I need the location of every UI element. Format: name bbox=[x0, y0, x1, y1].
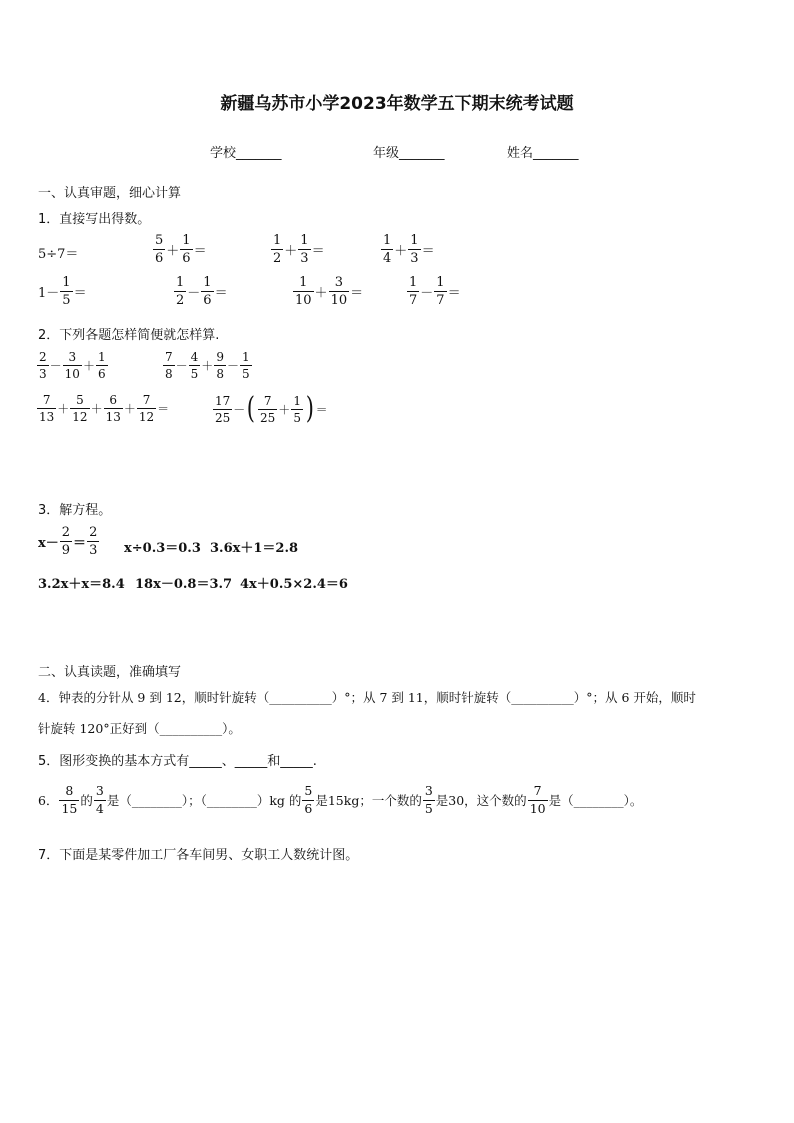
q1-r2-b: $\frac{1}{2}$ － $\frac{1}{6}$ ＝ bbox=[176, 275, 228, 308]
expr-text: 5÷7＝ bbox=[38, 247, 79, 262]
fraction: $\frac{5}{6}$ bbox=[304, 783, 313, 816]
fraction: $\frac{7}{10}$ bbox=[529, 783, 546, 816]
fraction: $\frac{3}{10}$ bbox=[330, 275, 348, 308]
fraction: $\frac{9}{8}$ bbox=[216, 350, 224, 381]
left-paren: ( bbox=[247, 391, 256, 426]
q1-r1-d: $\frac{1}{4}$ ＋ $\frac{1}{3}$ ＝ bbox=[383, 233, 435, 266]
fraction: $\frac{1}{5}$ bbox=[62, 275, 71, 308]
fraction: $\frac{1}{2}$ bbox=[176, 275, 185, 308]
fraction: $\frac{1}{5}$ bbox=[241, 350, 250, 381]
q5: 5．图形变换的基本方式有_____、_____和_____. bbox=[38, 754, 317, 769]
fraction: $\frac{1}{6}$ bbox=[203, 275, 212, 308]
fraction: $\frac{1}{3}$ bbox=[410, 233, 419, 266]
q1-r2-a: 1－ $\frac{1}{5}$ ＝ bbox=[38, 275, 87, 308]
q7: 7．下面是某零件加工厂各车间男、女职工人数统计图。 bbox=[38, 848, 359, 863]
q2-label: 2．下列各题怎样简便就怎样算. bbox=[38, 328, 220, 343]
fraction: $\frac{17}{25}$ bbox=[215, 393, 231, 425]
school-field: 学校_______ bbox=[210, 146, 282, 161]
q2-expr2: $\frac{7}{8}$ － $\frac{4}{5}$ ＋ $\frac{9}{8}$ － $\frac{1}{5}$ bbox=[165, 350, 250, 381]
q3-eq5: 18x－0.8＝3.7 bbox=[135, 577, 233, 592]
fraction: $\frac{1}{7}$ bbox=[409, 275, 418, 308]
fraction: $\frac{6}{13}$ bbox=[105, 393, 121, 424]
section2-heading: 二、认真读题，准确填写 bbox=[38, 665, 182, 680]
right-paren: ) bbox=[305, 391, 314, 426]
q2-expr1: $\frac{2}{3}$ － $\frac{3}{10}$ ＋ $\frac{1}{6}$ bbox=[39, 350, 106, 381]
q4-line2: 针旋转 120°正好到（__________）。 bbox=[38, 721, 241, 736]
fraction: $\frac{5}{12}$ bbox=[72, 393, 88, 424]
fraction: $\frac{1}{10}$ bbox=[295, 275, 312, 308]
name-field: 姓名_______ bbox=[507, 146, 579, 161]
fraction: $\frac{3}{4}$ bbox=[95, 783, 104, 816]
q3-eq1: x－ $\frac{2}{9}$ ＝ $\frac{2}{3}$ bbox=[38, 525, 98, 558]
q3-eq2: x÷0.3＝0.3 bbox=[124, 541, 201, 556]
fraction: $\frac{7}{25}$ bbox=[260, 393, 276, 425]
fraction: $\frac{1}{6}$ bbox=[97, 350, 106, 381]
grade-field: 年级_______ bbox=[373, 146, 445, 161]
fraction: $\frac{1}{3}$ bbox=[300, 233, 309, 266]
q1-r1-c: $\frac{1}{2}$ ＋ $\frac{1}{3}$ ＝ bbox=[273, 233, 325, 266]
q3-label: 3．解方程。 bbox=[38, 503, 112, 518]
q1-r2-c: $\frac{1}{10}$ ＋ $\frac{3}{10}$ ＝ bbox=[295, 275, 364, 308]
q1-r1-a bbox=[38, 243, 78, 262]
fraction: $\frac{7}{12}$ bbox=[138, 393, 155, 424]
fraction: $\frac{2}{9}$ bbox=[61, 525, 71, 558]
q3-eq3: 3.6x＋1＝2.8 bbox=[210, 541, 299, 556]
q2-expr4: $\frac{17}{25}$ － ( $\frac{7}{25}$ ＋ $\frac{1}{5}$ ) ＝ bbox=[215, 391, 328, 426]
fraction: $\frac{2}{3}$ bbox=[89, 525, 98, 558]
fraction: $\frac{2}{3}$ bbox=[39, 350, 47, 381]
page-title: 新疆乌苏市小学2023年数学五下期末统考试题 bbox=[220, 94, 574, 114]
q1-r2-d: $\frac{1}{7}$ － $\frac{1}{7}$ ＝ bbox=[409, 275, 461, 308]
fraction: $\frac{1}{2}$ bbox=[273, 233, 282, 266]
q6: 6． $\frac{8}{15}$ 的 $\frac{3}{4}$ 是（________）；（________）kg 的 $\frac{5}{6}$ 是15kg；一个数的 $\frac{3}{5}$ 是30，这个数的 $\frac{7}{10}$ 是（________）。 bbox=[38, 783, 643, 816]
fraction: $\frac{1}{7}$ bbox=[436, 275, 445, 308]
fraction: $\frac{1}{6}$ bbox=[182, 233, 191, 266]
q1-label: 1．直接写出得数。 bbox=[38, 212, 151, 227]
q2-expr3: $\frac{7}{13}$ ＋ $\frac{5}{12}$ ＋ $\frac{6}{13}$ ＋ $\frac{7}{12}$ ＝ bbox=[39, 393, 170, 424]
fraction: $\frac{5}{6}$ bbox=[155, 233, 164, 266]
fraction: $\frac{3}{5}$ bbox=[424, 783, 433, 816]
q3-eq6: 4x＋0.5×2.4＝6 bbox=[240, 577, 348, 592]
q3-eq4: 3.2x＋x＝8.4 bbox=[38, 577, 125, 592]
fraction: $\frac{7}{13}$ bbox=[39, 393, 55, 424]
q1-r1-b: $\frac{5}{6}$ ＋ $\frac{1}{6}$ ＝ bbox=[155, 233, 207, 266]
fraction: $\frac{3}{10}$ bbox=[64, 350, 80, 381]
fraction: $\frac{1}{4}$ bbox=[383, 233, 392, 266]
fraction: $\frac{7}{8}$ bbox=[165, 350, 173, 381]
section1-heading: 一、认真审题，细心计算 bbox=[38, 186, 182, 201]
fraction: $\frac{8}{15}$ bbox=[61, 783, 78, 816]
fraction: $\frac{1}{5}$ bbox=[293, 393, 301, 425]
fraction: $\frac{4}{5}$ bbox=[190, 350, 199, 381]
q4-line1: 4．钟表的分针从 9 到 12，顺时针旋转（__________）°；从 7 到 11，顺时针旋转（__________）°；从 6 开始，顺时 bbox=[38, 690, 696, 705]
